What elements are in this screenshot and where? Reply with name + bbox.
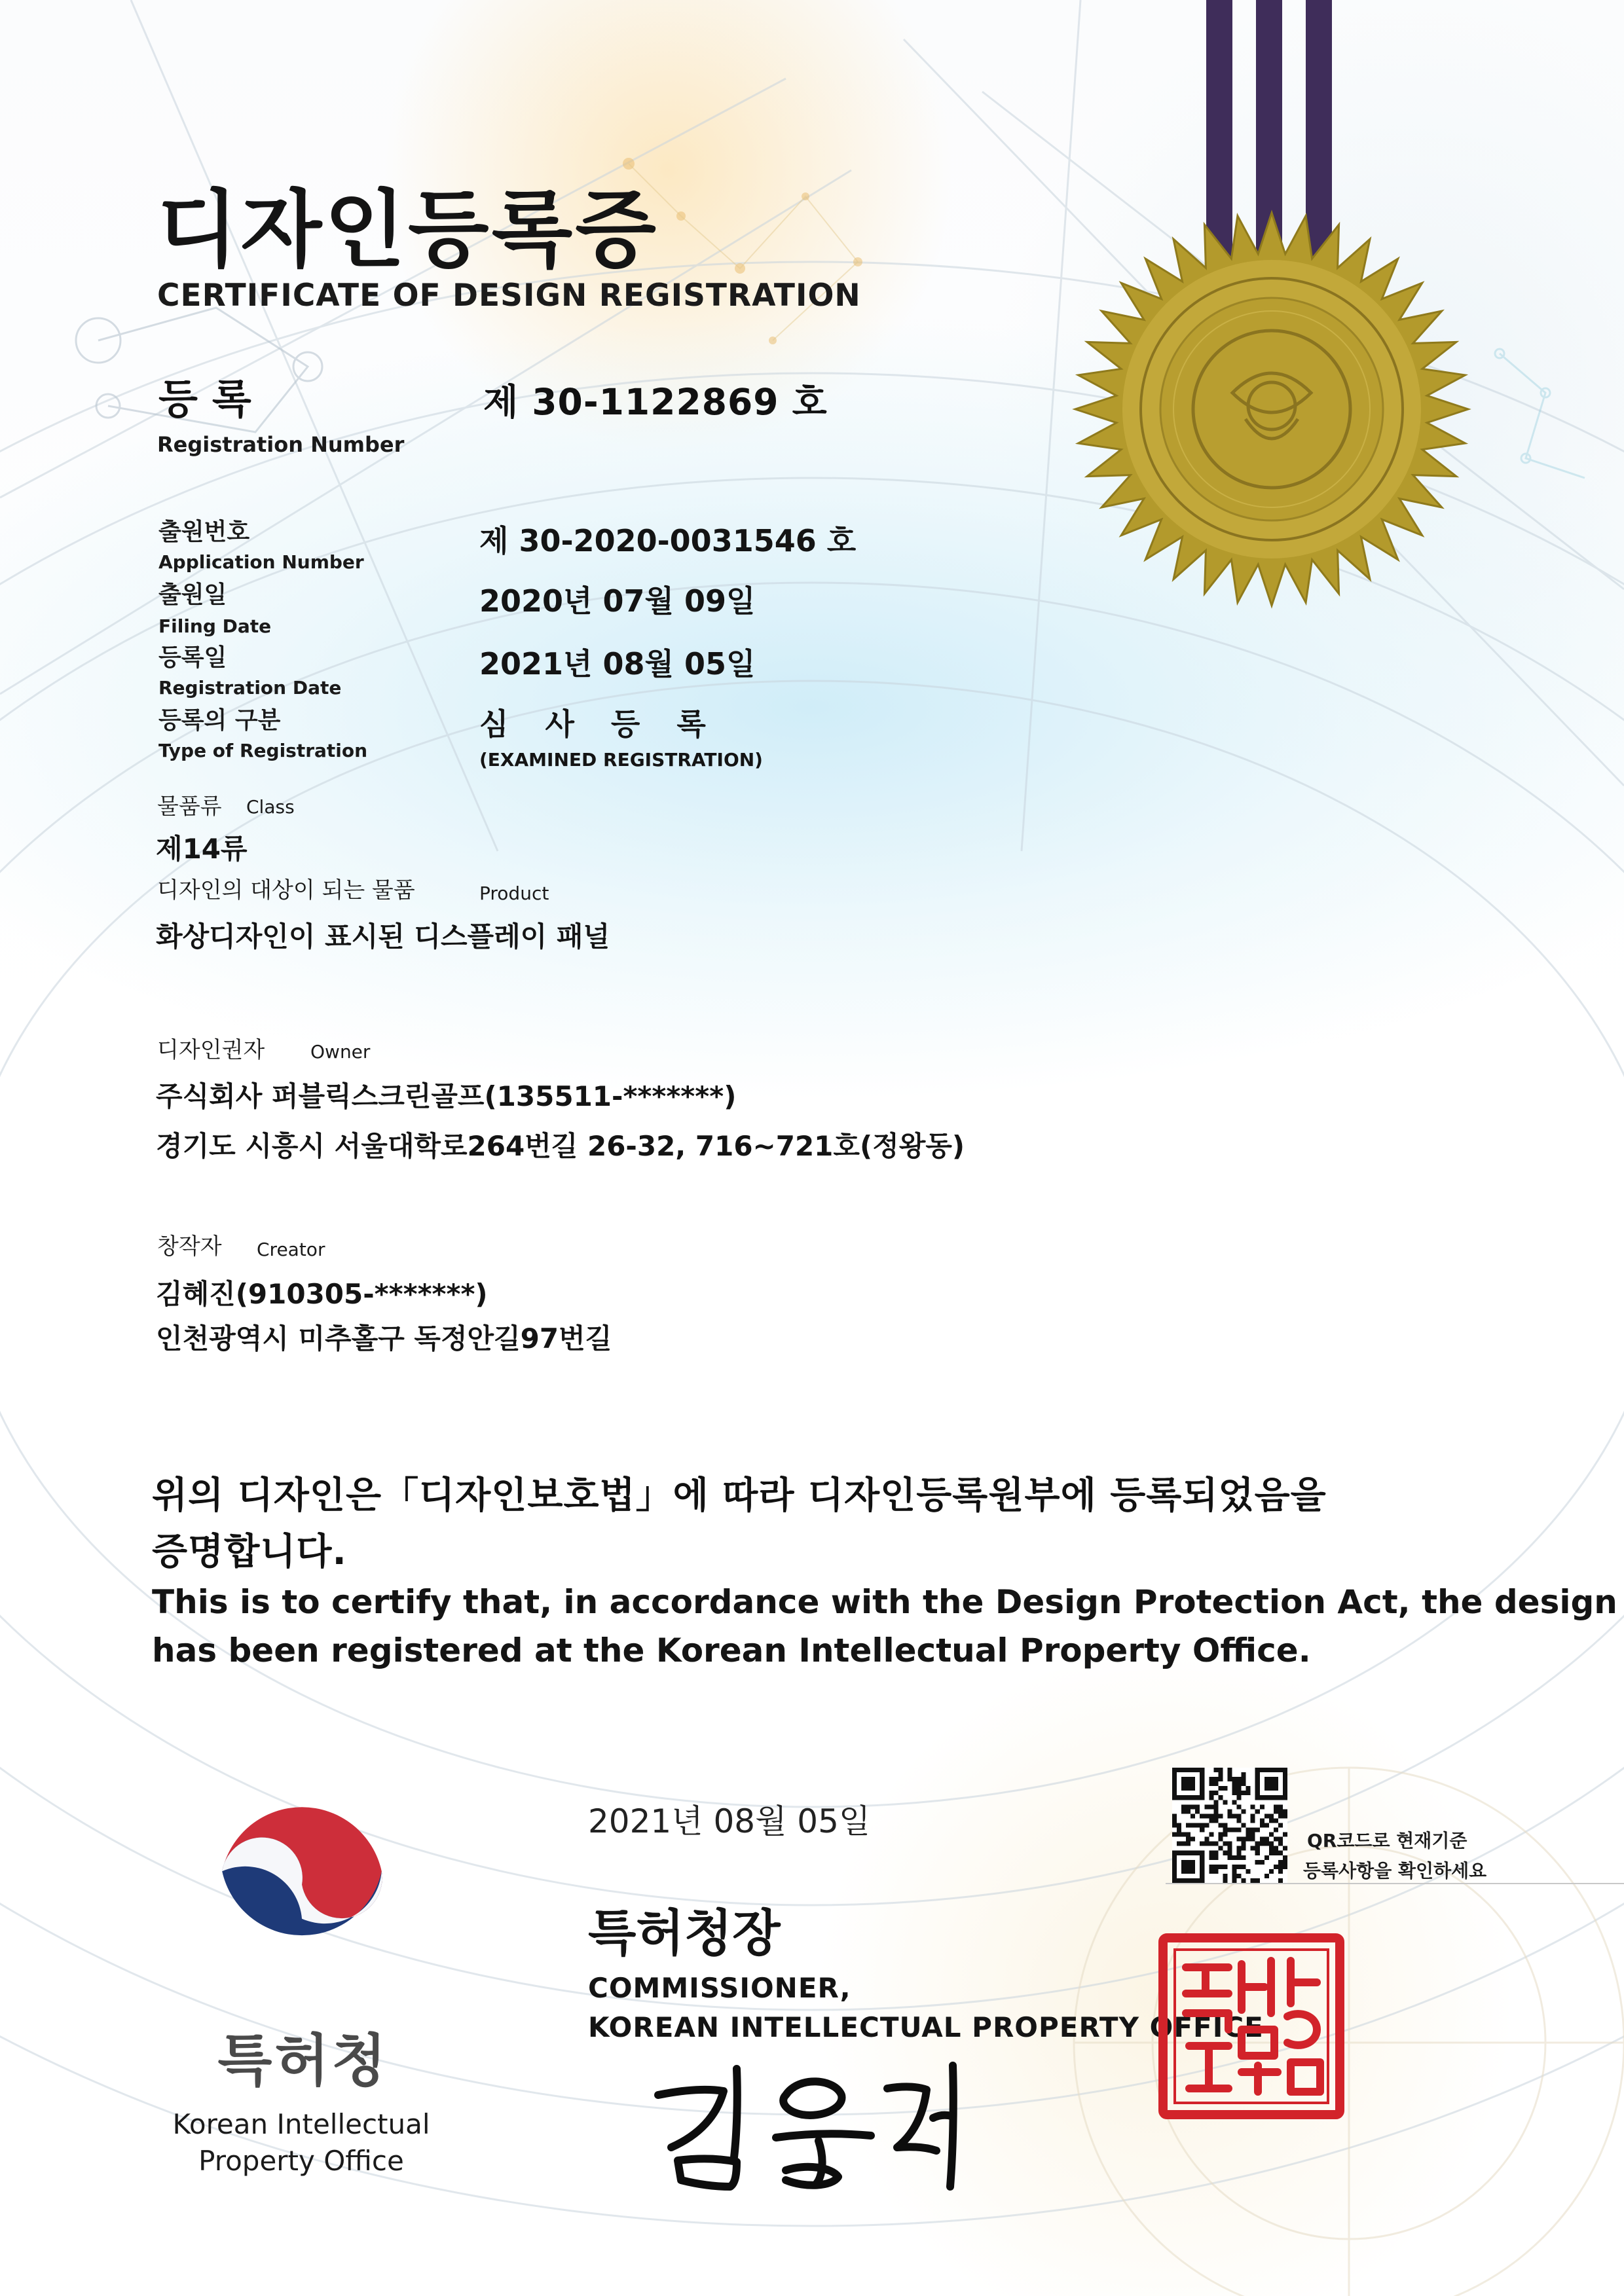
creator-label-en: Creator	[257, 1239, 325, 1260]
creator-label-ko: 창작자	[157, 1233, 222, 1260]
creator-address: 인천광역시 미추홀구 독정안길97번길	[156, 1322, 612, 1355]
filing-date-label-ko: 출원일	[158, 581, 227, 608]
registration-date-value: 2021년 08월 05일	[479, 646, 756, 682]
commissioner-title-en-line-2: KOREAN INTELLECTUAL PROPERTY OFFICE	[588, 2011, 1264, 2043]
certificate-title-en: CERTIFICATE OF DESIGN REGISTRATION	[157, 278, 861, 314]
product-value: 화상디자인이 표시된 디스플레이 패널	[156, 920, 610, 953]
application-number-label-en: Application Number	[158, 551, 364, 573]
registration-type-label-ko: 등록의 구분	[158, 707, 281, 734]
application-number-value: 제 30-2020-0031546 호	[479, 523, 857, 558]
statement-en-line-1: This is to certify that, in accordance with the Design Protection Act, the design	[152, 1583, 1617, 1621]
owner-label-ko: 디자인권자	[157, 1037, 265, 1063]
red-stamp-icon	[1156, 1931, 1346, 2121]
registration-label-ko: 등록	[158, 375, 266, 423]
statement-ko-line-1: 위의 디자인은「디자인보호법」에 따라 디자인등록원부에 등록되었음을	[152, 1474, 1327, 1517]
commissioner-title-ko: 특허청장	[588, 1904, 781, 1962]
statement-en-line-2: has been registered at the Korean Intellectual Property Office.	[152, 1631, 1311, 1669]
qr-code-icon[interactable]	[1172, 1768, 1287, 1883]
registration-type-value: 심 사 등 록	[479, 706, 711, 742]
owner-name: 주식회사 퍼블릭스크린골프(135511-*******)	[156, 1080, 737, 1112]
owner-label-en: Owner	[310, 1041, 371, 1063]
kipo-name-en-line-2: Property Office	[198, 2145, 404, 2177]
qr-divider	[1166, 1883, 1624, 1884]
creator-name: 김혜진(910305-*******)	[156, 1278, 488, 1310]
class-value: 제14류	[156, 833, 248, 865]
gold-seal-icon	[1061, 0, 1480, 629]
qr-note-line-2: 등록사항을 확인하세요	[1303, 1860, 1487, 1882]
qr-note-line-1: QR코드로 현재기준	[1307, 1830, 1467, 1851]
taegeuk-emblem-icon	[207, 1799, 397, 1989]
commissioner-title-en-line-1: COMMISSIONER,	[588, 1972, 851, 2004]
registration-type-label-en: Type of Registration	[158, 740, 368, 761]
kipo-name-ko: 특허청	[217, 2028, 389, 2094]
class-label-ko: 물품류	[157, 793, 222, 820]
application-number-label-ko: 출원번호	[158, 519, 250, 545]
registration-label-en: Registration Number	[157, 432, 405, 457]
registration-number: 제 30-1122869 호	[483, 381, 828, 423]
class-label-en: Class	[246, 796, 295, 818]
signature-icon	[645, 2049, 986, 2193]
registration-type-value-en: (EXAMINED REGISTRATION)	[479, 749, 763, 771]
product-label-en: Product	[479, 883, 549, 904]
issue-date: 2021년 08월 05일	[588, 1802, 871, 1840]
statement-ko-line-2: 증명합니다.	[152, 1531, 347, 1573]
owner-address: 경기도 시흥시 서울대학로264번길 26-32, 716~721호(정왕동)	[156, 1130, 965, 1162]
filing-date-label-en: Filing Date	[158, 615, 272, 637]
registration-date-label-en: Registration Date	[158, 677, 342, 699]
kipo-name-en-line-1: Korean Intellectual	[172, 2108, 430, 2140]
certificate-title-ko: 디자인등록증	[157, 181, 659, 279]
filing-date-value: 2020년 07월 09일	[479, 583, 756, 619]
registration-date-label-ko: 등록일	[158, 644, 227, 671]
product-label-ko: 디자인의 대상이 되는 물품	[157, 877, 415, 903]
